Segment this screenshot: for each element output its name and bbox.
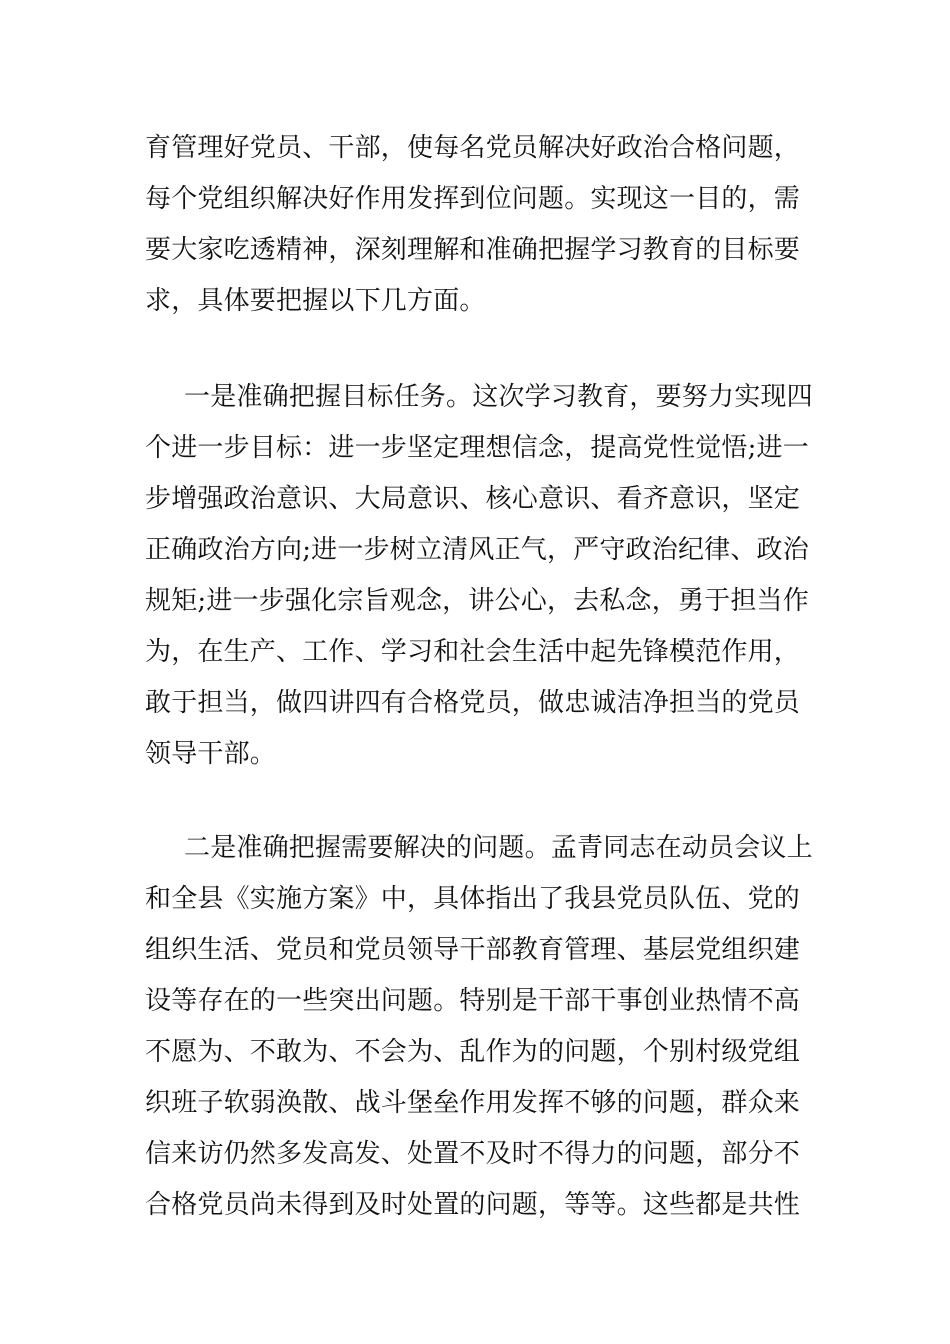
- text-line: 育管理好党员、干部，使每名党员解决好政治合格问题，: [145, 133, 801, 163]
- text-line: 组织生活、党员和党员领导干部教育管理、基层党组织建: [145, 935, 801, 965]
- text-line: 不愿为、不敢为、不会为、乱作为的问题，个别村级党组: [145, 1037, 801, 1067]
- text-line: 织班子软弱涣散、战斗堡垒作用发挥不够的问题，群众来: [145, 1088, 801, 1118]
- text-line: 设等存在的一些突出问题。特别是干部干事创业热情不高: [145, 986, 801, 1016]
- text-line: 步增强政治意识、大局意识、核心意识、看齐意识，坚定: [145, 484, 801, 514]
- text-line: 二是准确把握需要解决的问题。孟青同志在动员会议上: [184, 833, 813, 863]
- text-line: 一是准确把握目标任务。这次学习教育，要努力实现四: [184, 382, 813, 412]
- text-line: 合格党员尚未得到及时处置的问题，等等。这些都是共性: [145, 1190, 801, 1220]
- text-line: 要大家吃透精神，深刻理解和准确把握学习教育的目标要: [145, 235, 801, 265]
- text-line: 为，在生产、工作、学习和社会生活中起先锋模范作用，: [145, 637, 801, 667]
- text-line: 规矩;进一步强化宗旨观念，讲公心，去私念，勇于担当作: [145, 586, 809, 616]
- text-line: 每个党组织解决好作用发挥到位问题。实现这一目的，需: [145, 184, 801, 214]
- text-line: 和全县《实施方案》中，具体指出了我县党员队伍、党的: [145, 884, 801, 914]
- text-line: 正确政治方向;进一步树立清风正气，严守政治纪律、政治: [145, 535, 809, 565]
- text-line: 个进一步目标：进一步坚定理想信念，提高党性觉悟;进一: [145, 433, 809, 463]
- text-line: 领导干部。: [145, 739, 277, 769]
- text-line: 求，具体要把握以下几方面。: [145, 286, 486, 316]
- text-line: 信来访仍然多发高发、处置不及时不得力的问题，部分不: [145, 1139, 801, 1169]
- text-line: 敢于担当，做四讲四有合格党员，做忠诚洁净担当的党员: [145, 688, 801, 718]
